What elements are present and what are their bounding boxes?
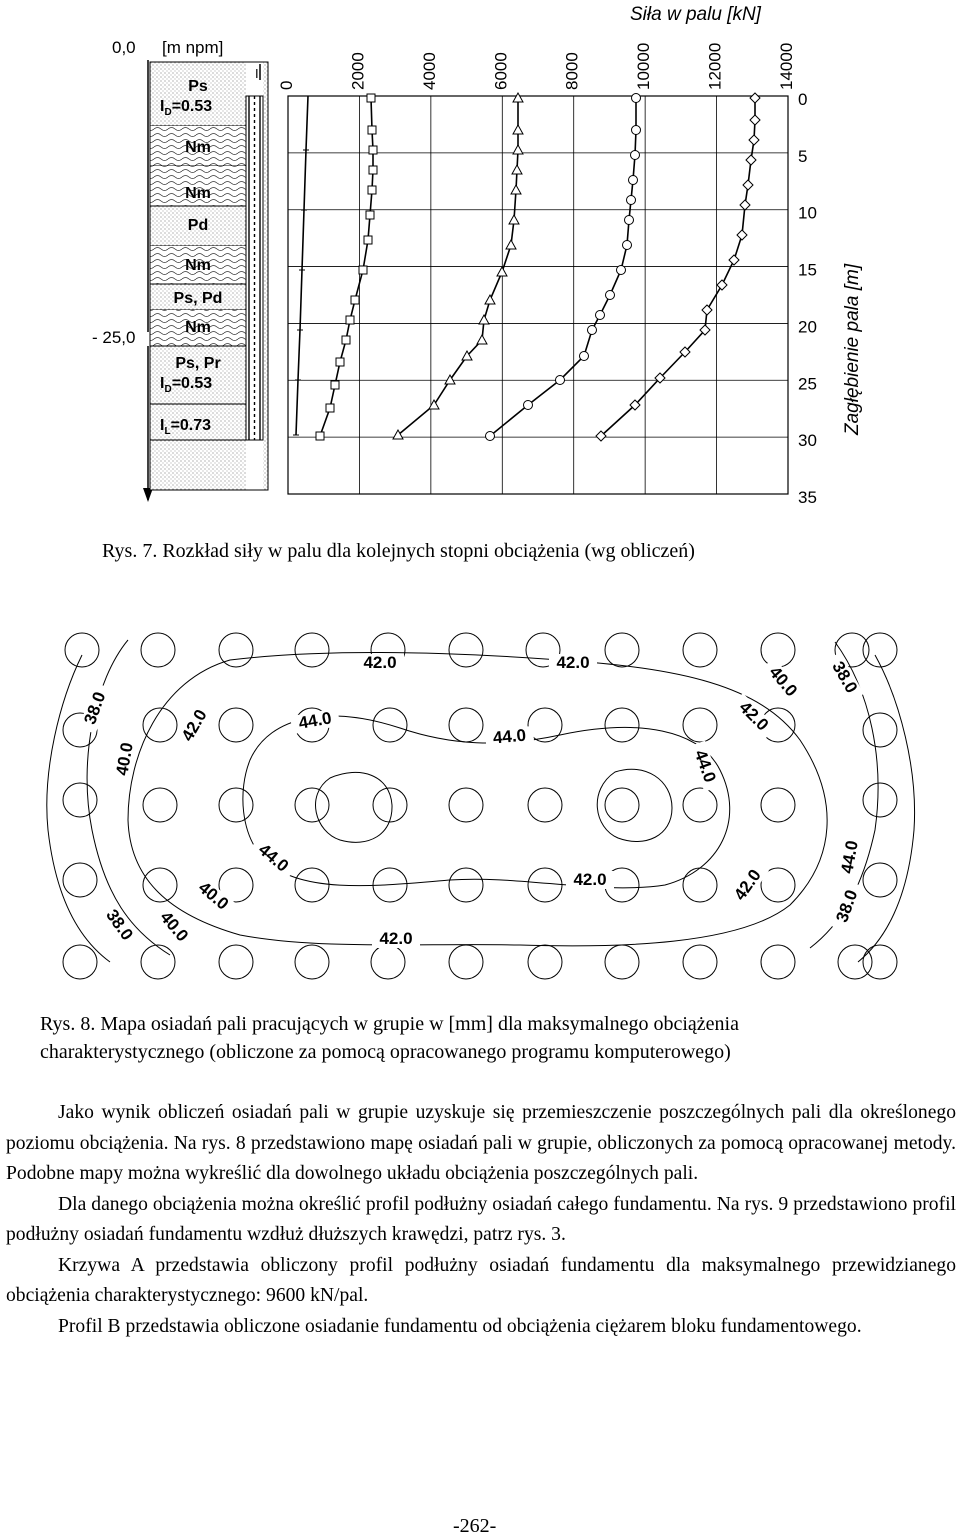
pile-circle xyxy=(295,788,329,822)
pile-circle xyxy=(528,945,562,979)
data-point xyxy=(509,215,519,224)
pile-circle xyxy=(449,868,483,902)
contour-label: 42.0 xyxy=(735,697,773,735)
data-point xyxy=(485,295,495,304)
force-tick-label: 10000 xyxy=(634,42,654,90)
data-point xyxy=(556,376,565,385)
force-tick-label: 0 xyxy=(277,80,296,90)
contour-label: 42.0 xyxy=(177,706,211,745)
force-tick-label: 14000 xyxy=(777,42,796,90)
data-point xyxy=(368,126,376,134)
pile-circle xyxy=(605,633,639,667)
figure-8-caption-line-1: Rys. 8. Mapa osiadań pali pracujących w grupie w [mm] dla maksymalnego obciążenia xyxy=(40,1013,739,1035)
contour-label: 38.0 xyxy=(102,905,137,944)
pile-circle xyxy=(683,868,717,902)
depth-tick-label: 25 xyxy=(798,374,817,394)
force-distribution-curves xyxy=(293,93,760,441)
pile-circle xyxy=(683,708,717,742)
pile-circle xyxy=(605,945,639,979)
pile-circle xyxy=(141,945,175,979)
paragraph: Profil B przedstawia obliczone osiadanie fundamentu od obciążenia ciężarem bloku fundamentowego. xyxy=(58,1315,862,1337)
soil-layer-label: Nm xyxy=(185,257,211,274)
pile-circle xyxy=(838,945,872,979)
depth-axis-ticks xyxy=(798,90,817,507)
data-point xyxy=(524,401,533,410)
data-point xyxy=(326,404,334,412)
contour-label: 42.0 xyxy=(573,870,607,889)
page-number: -262- xyxy=(453,1515,497,1537)
data-point xyxy=(367,94,375,102)
soil-layer-label: Ps xyxy=(188,78,208,95)
data-point xyxy=(513,125,523,134)
contour-label: 40.0 xyxy=(765,662,802,701)
figure-8-settlement-map xyxy=(0,605,960,1005)
contour-label: 44.0 xyxy=(254,839,293,876)
data-point xyxy=(606,291,615,300)
force-tick-label: 8000 xyxy=(562,52,582,90)
data-point xyxy=(513,145,523,154)
pile-circle xyxy=(219,945,253,979)
pile-circle xyxy=(449,945,483,979)
data-point xyxy=(369,166,377,174)
pile-circle xyxy=(63,945,97,979)
figure-8-caption-line-2: charakterystycznego (obliczone za pomocą opracowanego programu komputerowego) xyxy=(40,1041,731,1063)
data-point xyxy=(627,196,636,205)
data-point xyxy=(750,115,760,125)
pile-circle xyxy=(863,863,897,897)
data-point xyxy=(351,296,359,304)
data-point xyxy=(497,267,507,276)
contour-label: 42.0 xyxy=(730,865,765,904)
pile-circle xyxy=(63,783,97,817)
contour-label: 40.0 xyxy=(156,907,193,946)
force-axis-ticks xyxy=(277,43,796,90)
contour-label: 44.0 xyxy=(297,708,333,733)
soil-layer-label: Nm xyxy=(185,319,211,336)
data-point xyxy=(632,94,641,103)
data-point xyxy=(737,230,747,240)
data-point xyxy=(316,432,324,440)
depth-tick-label: 20 xyxy=(798,317,817,337)
data-point xyxy=(366,211,374,219)
pile-circle xyxy=(528,788,562,822)
pile-circle xyxy=(295,633,329,667)
pile-circle xyxy=(371,945,405,979)
contour-value-labels xyxy=(79,652,864,951)
pile-circle xyxy=(605,708,639,742)
elevation-unit-label: [m npm] xyxy=(162,38,224,57)
pile-circle xyxy=(683,945,717,979)
data-point xyxy=(359,266,367,274)
paragraph: Krzywa A przedstawia obliczony profil podłużny osiadań fundamentu dla maksymalnego przewidzianego obciążenia charakterystycznego: 9600 kN/pal. xyxy=(6,1254,956,1306)
pile-circle xyxy=(863,633,897,667)
contour-label: 40.0 xyxy=(194,877,233,914)
figure-7-pile-force-chart xyxy=(0,0,960,520)
data-point xyxy=(625,216,634,225)
depth-tick-label: 35 xyxy=(798,488,817,507)
soil-layer-label: Nm xyxy=(185,185,211,202)
pile-circle xyxy=(683,788,717,822)
data-point xyxy=(749,135,759,145)
data-point xyxy=(513,93,523,102)
figure-7-caption: Rys. 7. Rozkład siły w palu dla kolejnych stopni obciążenia (wg obliczeń) xyxy=(102,540,695,562)
data-point xyxy=(740,200,750,210)
data-point xyxy=(369,146,377,154)
pile-circle xyxy=(449,788,483,822)
pile-circle xyxy=(143,868,177,902)
soil-index-label: $I_D=0.53$ xyxy=(160,98,213,118)
data-point xyxy=(632,126,641,135)
contour-label: 44.0 xyxy=(690,747,720,785)
data-point xyxy=(631,151,640,160)
depth-tick-label: 5 xyxy=(798,146,808,166)
pile-circle xyxy=(295,945,329,979)
data-point xyxy=(506,240,516,249)
pile-circle xyxy=(141,633,175,667)
data-point xyxy=(511,185,521,194)
soil-layer-label: Ps, Pd xyxy=(173,290,223,307)
data-point xyxy=(617,266,626,275)
force-curve xyxy=(490,98,636,436)
contour-label: 38.0 xyxy=(832,887,862,925)
contour-label: 40.0 xyxy=(112,741,137,777)
soil-layer-label: Pd xyxy=(187,217,209,234)
data-point xyxy=(512,165,522,174)
data-point xyxy=(479,315,489,324)
pile-circle xyxy=(219,788,253,822)
data-point xyxy=(629,176,638,185)
data-point xyxy=(588,326,597,335)
data-point xyxy=(596,311,605,320)
data-point xyxy=(477,335,487,344)
data-point xyxy=(729,255,739,265)
data-point xyxy=(746,155,756,165)
contour-label: 38.0 xyxy=(828,658,862,697)
pile-circle xyxy=(449,633,483,667)
pile-circle xyxy=(143,708,177,742)
force-tick-label: 6000 xyxy=(491,52,511,90)
data-point xyxy=(346,316,354,324)
data-point xyxy=(486,432,495,441)
depth-axis-title: Zagłębienie pala [m] xyxy=(842,263,863,435)
soil-index-label: $I_L=0.73$ xyxy=(160,417,212,437)
pile-circle xyxy=(143,788,177,822)
pile-circle xyxy=(219,708,253,742)
depth-tick-label: 0 xyxy=(798,90,808,109)
figure-8-caption xyxy=(40,1010,940,1066)
data-point xyxy=(623,241,632,250)
data-point xyxy=(368,186,376,194)
contour-label: 42.0 xyxy=(363,653,397,672)
data-point xyxy=(702,305,712,315)
data-point xyxy=(342,336,350,344)
pile-circle xyxy=(528,868,562,902)
force-tick-label: 2000 xyxy=(348,52,368,90)
chart-grid xyxy=(288,96,788,494)
force-tick-label: 4000 xyxy=(419,52,439,90)
paragraph: Jako wynik obliczeń osiadań pali w grupie uzyskuje się przemieszczenie poszczególnych pali dla określonego poziomu obciążenia. Na rys. 8 przedstawiono mapę osiadań pali w grupie, obliczonych za pomocą opracowanej metody. Podobne mapy można wykreślić dla dowolnego układu obciążenia poszczególnych pali. xyxy=(6,1102,956,1184)
elevation-mid-label: - 25,0 xyxy=(92,328,136,347)
pile-circle xyxy=(683,633,717,667)
force-axis-title: Siła w palu [kN] xyxy=(630,4,761,25)
pile-circle xyxy=(295,868,329,902)
depth-tick-label: 15 xyxy=(798,260,817,280)
force-tick-label: 12000 xyxy=(705,42,725,90)
pile-marker-label: I xyxy=(255,66,259,81)
data-point xyxy=(743,180,753,190)
data-point xyxy=(336,358,344,366)
pile-circle xyxy=(761,945,795,979)
pile-circle xyxy=(605,788,639,822)
contour-label: 44.0 xyxy=(837,839,862,875)
contour-label: 42.0 xyxy=(379,929,413,948)
contour-label: 44.0 xyxy=(492,725,527,748)
contour-label: 38.0 xyxy=(80,689,110,727)
pile-circle xyxy=(449,708,483,742)
pile-circle xyxy=(761,788,795,822)
paragraph: Dla danego obciążenia można określić profil podłużny osiadań całego fundamentu. Na rys. 9 przedstawiono profil podłużny osiadań fundamentu wzdłuż dłuższych krawędzi, patrz rys. 3. xyxy=(6,1193,956,1245)
data-point xyxy=(717,280,727,290)
contour-label: 42.0 xyxy=(556,653,590,672)
pile-circle xyxy=(65,633,99,667)
pile-circle xyxy=(761,633,795,667)
depth-tick-label: 30 xyxy=(798,431,817,451)
soil-index-label: $I_D=0.53$ xyxy=(160,375,213,395)
body-text xyxy=(6,1098,956,1342)
data-point xyxy=(750,93,760,103)
soil-layer-label: Nm xyxy=(185,139,211,156)
elevation-top-label: 0,0 xyxy=(112,38,136,57)
pile-circle xyxy=(863,945,897,979)
pile-circle xyxy=(863,783,897,817)
data-point xyxy=(364,236,372,244)
data-point xyxy=(580,352,589,361)
pile-circle xyxy=(63,863,97,897)
force-curve xyxy=(296,96,308,435)
data-point xyxy=(331,381,339,389)
soil-layer-label: Ps, Pr xyxy=(175,355,221,372)
pile-circle xyxy=(863,713,897,747)
depth-tick-label: 10 xyxy=(798,203,817,223)
